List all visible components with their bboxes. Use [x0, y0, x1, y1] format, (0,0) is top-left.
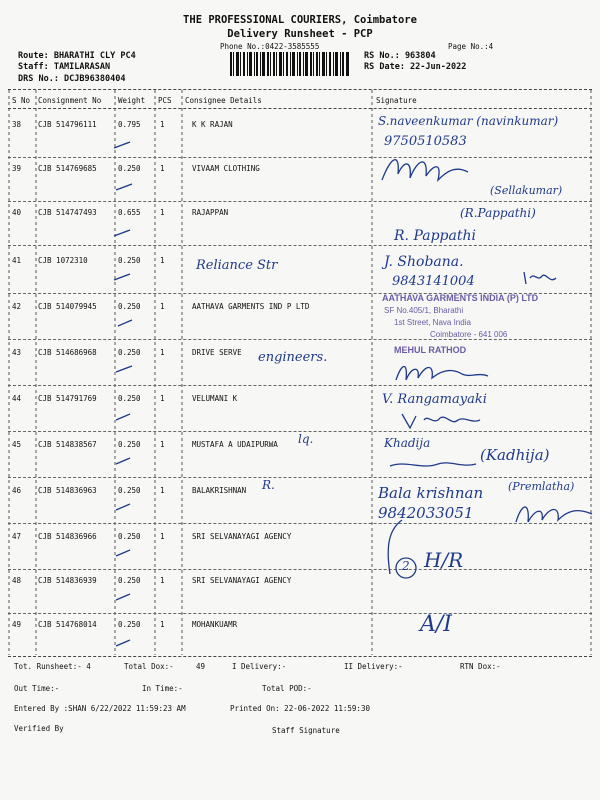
company-title: THE PROFESSIONAL COURIERS, Coimbatore [183, 14, 417, 26]
signature-scribble [378, 150, 488, 190]
handwritten-name: (Sellakumar) [490, 184, 563, 197]
signature-scribble [392, 360, 492, 386]
row-consignment: CJB 514747493 [38, 208, 97, 217]
row-pcs: 1 [160, 164, 165, 173]
total-runsheet: Tot. Runsheet:- 4 [14, 662, 91, 671]
handwritten-consignee: Reliance Str [196, 258, 278, 273]
staff: Staff: TAMILARASAN [18, 62, 111, 72]
col-signature: Signature [376, 96, 417, 105]
row-sno: 44 [12, 394, 22, 403]
col-weight: Weight [118, 96, 146, 105]
row-weight: 0.250 [118, 302, 141, 311]
company-stamp: SF No.405/1, Bharathi [384, 306, 464, 315]
row-consignee: VELUMANI K [192, 394, 238, 403]
row-consignee: VIVAAM CLOTHING [192, 164, 260, 173]
row-consignment: CJB 514769685 [38, 164, 97, 173]
ii-delivery: II Delivery:- [344, 662, 403, 671]
handwritten-name: (Premlatha) [508, 480, 575, 493]
handwritten-signature: J. Shobana. [384, 254, 464, 270]
row-sno: 42 [12, 302, 22, 311]
row-pcs: 1 [160, 532, 165, 541]
row-pcs: 1 [160, 440, 165, 449]
handwritten-signature: H/R [424, 548, 464, 572]
row-pcs: 1 [160, 348, 165, 357]
total-dox-value: 49 [196, 662, 206, 671]
row-sno: 43 [12, 348, 22, 357]
phone-number: Phone No.:0422-3585555 [220, 42, 320, 51]
handwritten-number: 2 [402, 559, 410, 573]
table-row [0, 196, 600, 246]
rs-date: RS Date: 22-Jun-2022 [364, 62, 467, 72]
row-consignee: K K RAJAN [192, 120, 233, 129]
signature-scribble [512, 500, 596, 528]
total-pod: Total POD:- [262, 684, 312, 693]
tick-marks [108, 108, 148, 658]
row-sno: 49 [12, 620, 22, 629]
signature-scribble [386, 456, 482, 474]
signature-scribble [398, 410, 508, 432]
col-consignee: Consignee Details [185, 96, 262, 105]
route: Route: BHARATHI CLY PC4 [18, 51, 136, 61]
row-pcs: 1 [160, 302, 165, 311]
row-weight: 0.250 [118, 620, 141, 629]
row-consignment: CJB 514838567 [38, 440, 97, 449]
row-sno: 40 [12, 208, 22, 217]
i-delivery: I Delivery:- [232, 662, 287, 671]
row-weight: 0.250 [118, 348, 141, 357]
row-pcs: 1 [160, 394, 165, 403]
row-consignment: CJB 1072310 [38, 256, 88, 265]
row-consignment: CJB 514836963 [38, 486, 97, 495]
row-consignment: CJB 514836939 [38, 576, 97, 585]
handwritten-phone: 9842033051 [378, 504, 474, 522]
row-consignment: CJB 514796111 [38, 120, 97, 129]
row-consignment: CJB 514686968 [38, 348, 97, 357]
row-weight: 0.795 [118, 120, 141, 129]
total-dox-label: Total Dox:- [124, 662, 174, 671]
company-stamp: 1st Street, Nava India [394, 318, 471, 327]
company-stamp: MEHUL RATHOD [394, 345, 467, 355]
rs-number: RS No.: 963804 [364, 51, 436, 61]
rtn-dox: RTN Dox:- [460, 662, 501, 671]
row-weight: 0.250 [118, 440, 141, 449]
table-row [0, 244, 600, 294]
row-weight: 0.250 [118, 164, 141, 173]
row-pcs: 1 [160, 576, 165, 585]
row-weight: 0.250 [118, 532, 141, 541]
out-time: Out Time:- [14, 684, 60, 693]
row-consignee: DRIVE SERVE [192, 348, 242, 357]
handwritten-consignee: R. [262, 478, 275, 492]
row-weight: 0.250 [118, 576, 141, 585]
handwritten-signature: A/I [420, 612, 452, 637]
row-consignment: CJB 514079945 [38, 302, 97, 311]
row-consignee: MUSTAFA A UDAIPURWA [192, 440, 278, 449]
company-stamp: Coimbatore - 641 006 [430, 330, 508, 339]
row-sno: 41 [12, 256, 22, 265]
row-pcs: 1 [160, 620, 165, 629]
row-consignment: CJB 514768014 [38, 620, 97, 629]
row-pcs: 1 [160, 486, 165, 495]
row-consignee: BALAKRISHNAN [192, 486, 247, 495]
entered-by: Entered By :SHAN 6/22/2022 11:59:23 AM [14, 704, 186, 713]
runsheet-title: Delivery Runsheet - PCP [227, 28, 373, 40]
handwritten-phone: 9750510583 [384, 134, 467, 149]
handwritten-phone: 9843141004 [392, 274, 475, 289]
row-sno: 45 [12, 440, 22, 449]
row-consignee: SRI SELVANAYAGI AGENCY [192, 576, 292, 585]
handwritten-name: (R.Pappathi) [460, 206, 536, 220]
row-sno: 48 [12, 576, 22, 585]
row-pcs: 1 [160, 208, 165, 217]
row-sno: 46 [12, 486, 22, 495]
handwritten-signature: R. Pappathi [394, 228, 476, 244]
row-sno: 38 [12, 120, 22, 129]
barcode [230, 52, 350, 76]
col-sno: S No [12, 96, 31, 105]
row-consignment: CJB 514836966 [38, 532, 97, 541]
row-weight: 0.250 [118, 394, 141, 403]
row-consignee: RAJAPPAN [192, 208, 229, 217]
drs-number: DRS No.: DCJB96380404 [18, 74, 126, 84]
table-row [0, 382, 600, 432]
table-row [0, 564, 600, 614]
verified-by: Verified By [14, 724, 64, 733]
row-pcs: 1 [160, 256, 165, 265]
printed-on: Printed On: 22-06-2022 11:59:30 [230, 704, 370, 713]
row-consignment: CJB 514791769 [38, 394, 97, 403]
row-weight: 0.655 [118, 208, 141, 217]
row-consignee: SRI SELVANAYAGI AGENCY [192, 532, 292, 541]
handwritten-signature: Bala krishnan [378, 484, 484, 502]
col-pcs: PCS [158, 96, 172, 105]
handwritten-signature: V. Rangamayaki [382, 392, 487, 407]
row-weight: 0.250 [118, 486, 141, 495]
row-weight: 0.250 [118, 256, 141, 265]
handwritten-signature: Khadija [384, 436, 431, 450]
handwritten-signature: S.naveenkumar (navinkumar) [378, 114, 559, 128]
handwritten-consignee: engineers. [258, 350, 328, 365]
row-pcs: 1 [160, 120, 165, 129]
handwritten-name: (Kadhija) [480, 446, 550, 464]
staff-signature: Staff Signature [272, 726, 340, 735]
in-time: In Time:- [142, 684, 183, 693]
col-consignment: Consignment No [38, 96, 102, 105]
row-consignee: AATHAVA GARMENTS IND P LTD [192, 302, 310, 311]
handwritten-consignee: lq. [298, 432, 314, 446]
divider [8, 656, 592, 657]
signature-scribble [520, 268, 560, 288]
row-sno: 39 [12, 164, 22, 173]
page-number: Page No.:4 [448, 42, 494, 51]
row-sno: 47 [12, 532, 22, 541]
table-row [0, 520, 600, 570]
table-row [0, 608, 600, 658]
company-stamp: AATHAVA GARMENTS INDIA (P) LTD [382, 293, 539, 303]
row-consignee: MOHANKUAMR [192, 620, 238, 629]
